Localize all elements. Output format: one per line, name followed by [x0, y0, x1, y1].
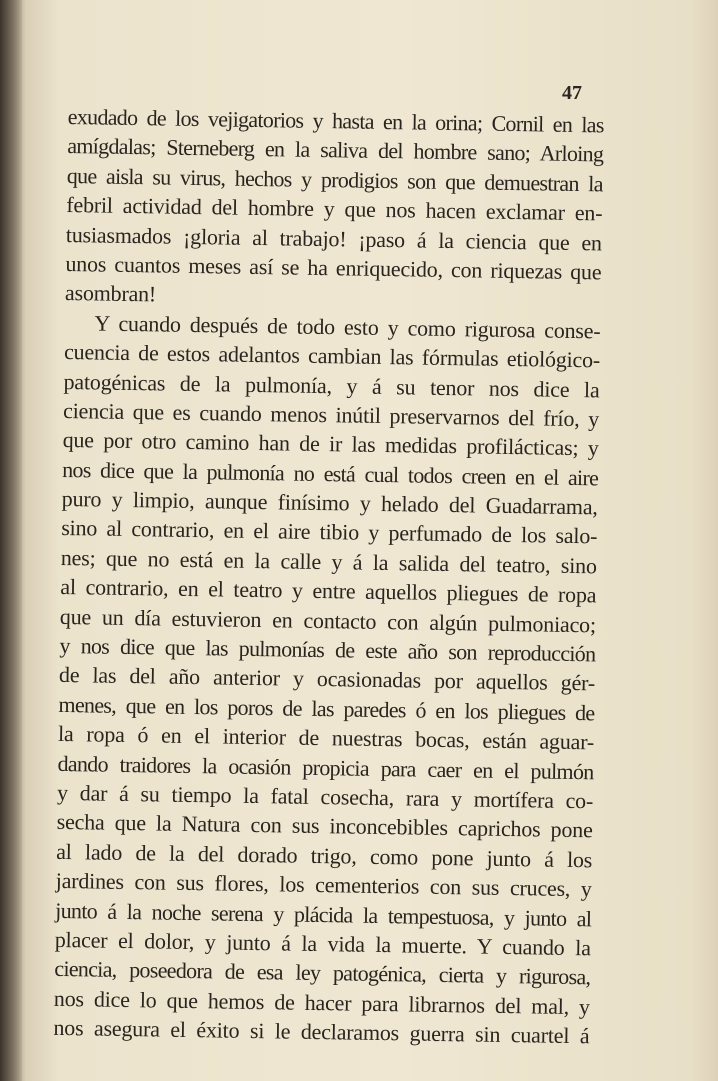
text-line: dando traidores la ocasión propicia para caer en el pulmón: [57, 750, 594, 784]
text-line: patogénicas de la pulmonía, y á su tenor nos dice la: [63, 368, 600, 402]
text-line: ciencia que es cuando menos inútil preservarnos del frío, y: [62, 397, 600, 432]
text-line: ciencia, poseedora de esa ley patogénica, cierta y rigurosa,: [54, 956, 591, 990]
text-line: sino al contrario, en el aire tibio y perfumado de los salo-: [61, 515, 598, 549]
text-line: y nos dice que las pulmonías de este año son reproducción: [59, 632, 596, 667]
text-line: y dar á su tiempo la fatal cosecha, rara y mortífera co-: [56, 779, 594, 814]
text-line: puro y limpio, aunque finísimo y helado del Guadarrama,: [61, 486, 598, 520]
text-line: secha que la Natura con sus inconcebibles caprichos pone: [56, 809, 593, 843]
text-line: jardines con sus flores, los cementerios con sus cruces, y: [55, 868, 592, 902]
text-line: menes, que en los poros de las paredes ó en los pliegues de: [58, 691, 595, 726]
text-line: nos dice que la pulmonía no está cual todos creen en el aire: [62, 456, 599, 491]
text-line: Y cuando después de todo esto y como rigurosa conse-: [94, 310, 601, 344]
text-line: febril actividad del hombre y que nos hacen exclamar en-: [66, 192, 603, 226]
text-line: amígdalas; Sterneberg en la saliva del hombre sano; Arloing: [67, 133, 604, 167]
text-line: unos cuantos meses así se ha enriquecido, con riquezas que: [65, 250, 602, 285]
book-binding-edge: [0, 0, 22, 1081]
text-line: nes; que no está en la calle y á la salida del teatro, sino: [60, 544, 597, 579]
text-line: asombran!: [64, 280, 157, 307]
text-line: que aisla su virus, hechos y prodigios son que demuestran la: [66, 162, 603, 197]
text-line: de las del año anterior y ocasionadas por aquellos gér-: [58, 662, 596, 696]
text-line: cuencia de estos adelantos cambian las fórmulas etiológico-: [63, 339, 601, 373]
text-line: tusiasmados ¡gloria al trabajo! ¡paso á la ciencia que en: [65, 221, 603, 255]
text-line: que un día estuvieron en contacto con algún pulmoniaco;: [59, 603, 597, 637]
page-number: 47: [562, 82, 582, 104]
text-line: al contrario, en el teatro y entre aquellos pliegues de ropa: [60, 574, 597, 608]
text-line: la ropa ó en el interior de nuestras bocas, están aguar-: [57, 721, 595, 755]
text-line: al lado de la del dorado trigo, como pone junto á los: [56, 838, 593, 873]
text-line: nos dice lo que hemos de hacer para librarnos del mal, y: [53, 985, 591, 1020]
body-text: [53, 102, 604, 1051]
text-line: exudado de los vejigatorios y hasta en la orina; Cornil en las: [67, 103, 604, 138]
text-line: placer el dolor, y junto á la vida la muerte. Y cuando la: [54, 926, 591, 961]
text-line: nos asegura el éxito si le declaramos guerra sin cuartel á: [53, 1014, 590, 1049]
text-line: que por otro camino han de ir las medidas profilácticas; y: [62, 427, 599, 461]
text-line: junto á la noche serena y plácida la tempestuosa, y junto al: [55, 897, 592, 931]
